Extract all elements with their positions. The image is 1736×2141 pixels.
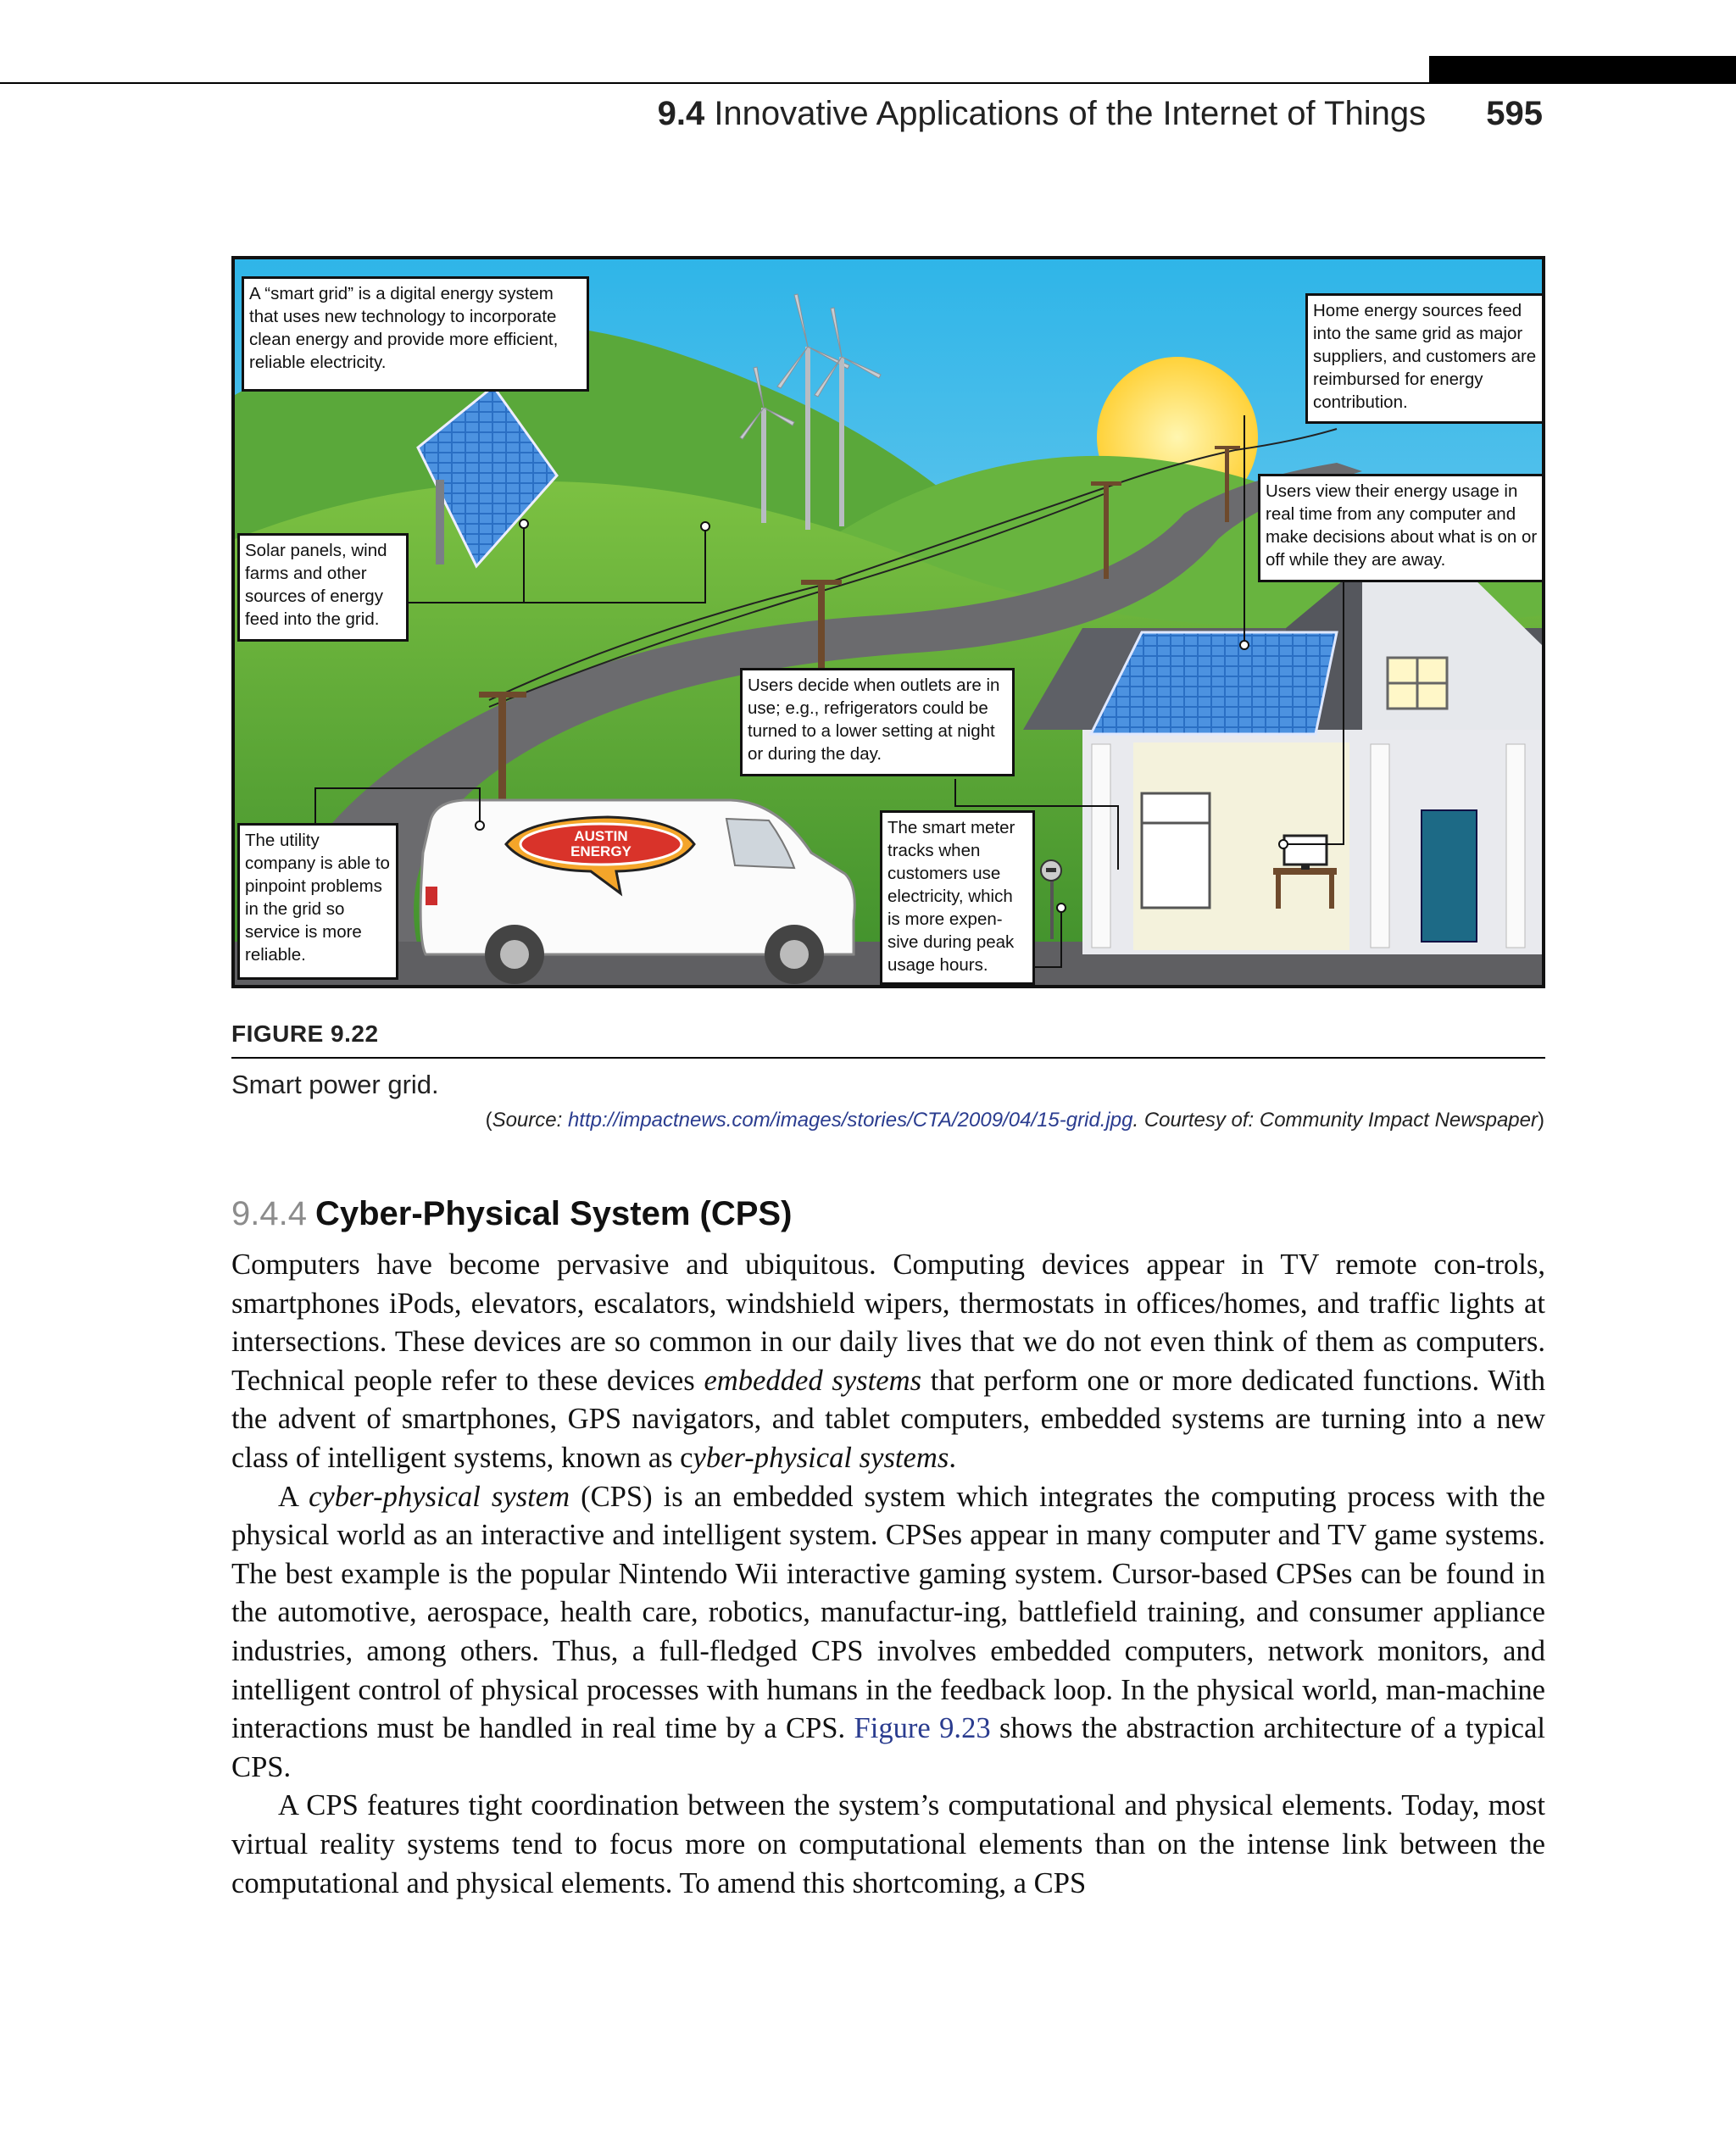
van-logo-line1: AUSTIN bbox=[574, 828, 628, 844]
section-heading bbox=[231, 1195, 792, 1233]
callout-smart-meter: The smart meter tracks when customers use electricity, which is more expen-sive during peak usage hours. bbox=[880, 810, 1035, 985]
callout-smart-grid: A “smart grid” is a digital energy system that uses new technology to incorporate clean energy and provide more efficient, reliable electricity. bbox=[242, 276, 589, 392]
header-rule bbox=[0, 82, 1736, 84]
figure-caption: Smart power grid. bbox=[231, 1070, 439, 1099]
p2-text-b: (CPS) is an embedded system which integrates the computing process with the physical world as an interactive and intelligent system. CPSes appear in many computer and TV game systems. The best example is the popular Nintendo Wii interactive gaming system. Cursor-based CPSes can be found in the automotive, aerospace, health care, robotics, manufactur-ing, battlefield training, and consumer appliance industries, among others. Thus, a full-fledged CPS involves embedded computers, network monitors, and intelligent control of physical processes with humans in the feedback loop. In the physical world, man-machine interactions must be handled in real time by a CPS. bbox=[231, 1480, 1545, 1745]
p2-emphasis-cps: cyber-physical system bbox=[309, 1480, 570, 1513]
source-close-paren: ) bbox=[1538, 1109, 1544, 1132]
source-url-link[interactable]: http://impactnews.com/images/stories/CTA/2009/04/15-grid.jpg bbox=[567, 1109, 1133, 1132]
paragraph-1 bbox=[231, 1246, 1545, 1478]
callout-users-decide: Users decide when outlets are in use; e.g., refrigerators could be turned to a lower setting at night or during the day. bbox=[740, 668, 1015, 776]
callout-utility-company: The utility company is able to pinpoint problems in the grid so service is more reliable. bbox=[237, 823, 398, 980]
running-head-section-number: 9.4 bbox=[657, 95, 705, 132]
callout-users-view-usage: Users view their energy usage in real time from any computer and make decisions about what is on or off while they are away. bbox=[1258, 474, 1545, 582]
figure-label: FIGURE 9.22 bbox=[231, 1020, 379, 1047]
chapter-tab-bar bbox=[1429, 56, 1736, 83]
p2-text-a: A bbox=[278, 1480, 309, 1513]
p1-emphasis-embedded-systems: embedded systems bbox=[704, 1364, 922, 1397]
page-number: 595 bbox=[1486, 95, 1543, 132]
section-number: 9.4.4 bbox=[231, 1195, 307, 1232]
p1-text-c: . bbox=[949, 1441, 956, 1474]
section-title: Cyber-Physical System (CPS) bbox=[314, 1195, 793, 1232]
running-head-title: Innovative Applications of the Internet of Things bbox=[714, 95, 1427, 132]
figure-9-23-link[interactable]: Figure 9.23 bbox=[854, 1712, 991, 1745]
source-prefix: Source: bbox=[492, 1109, 568, 1132]
p1-text-a: Computers have become pervasive and ubiquitous. Computing devices appear in TV remote con-trols, smartphones iPods, elevators, escalators, windshield wipers, thermostats in offices/homes, and traffic lights at intersections. These devices are so common in our daily lives that we do not even think of them as computers. Technical people refer to these devices bbox=[231, 1248, 1545, 1397]
figure-source bbox=[486, 1109, 1544, 1132]
p1-text-b: that perform one or more dedicated functions. With the advent of smartphones, GPS navigators, and tablet computers, embedded systems are turning into a new class of intelligent systems, known as c bbox=[231, 1364, 1545, 1474]
running-head bbox=[658, 95, 1543, 133]
body-text bbox=[231, 1246, 1545, 1903]
figure-caption-rule bbox=[231, 1057, 1545, 1059]
p1-emphasis-cyber-physical: yber-physical systems bbox=[693, 1441, 949, 1474]
callout-home-energy-sources: Home energy sources feed into the same grid as major suppliers, and customers are reimbursed for energy contribution. bbox=[1305, 293, 1545, 424]
paragraph-2 bbox=[231, 1478, 1545, 1788]
house bbox=[1023, 573, 1542, 954]
source-open-paren: ( bbox=[485, 1109, 492, 1132]
smart-grid-figure bbox=[231, 256, 1545, 988]
paragraph-3: A CPS features tight coordination between the system’s computational and physical elements. Today, most virtual reality systems tend to focus more on computational elements than on the intense link between the computational and physical elements. To amend this shortcoming, a CPS bbox=[231, 1789, 1545, 1899]
callout-solar-wind: Solar panels, wind farms and other sources of energy feed into the grid. bbox=[237, 533, 409, 642]
p2-text-c: shows the abstraction architecture of a typical CPS. bbox=[231, 1712, 1545, 1783]
source-suffix: . Courtesy of: Community Impact Newspaper bbox=[1132, 1109, 1538, 1132]
van-logo-line2: ENERGY bbox=[570, 843, 632, 859]
